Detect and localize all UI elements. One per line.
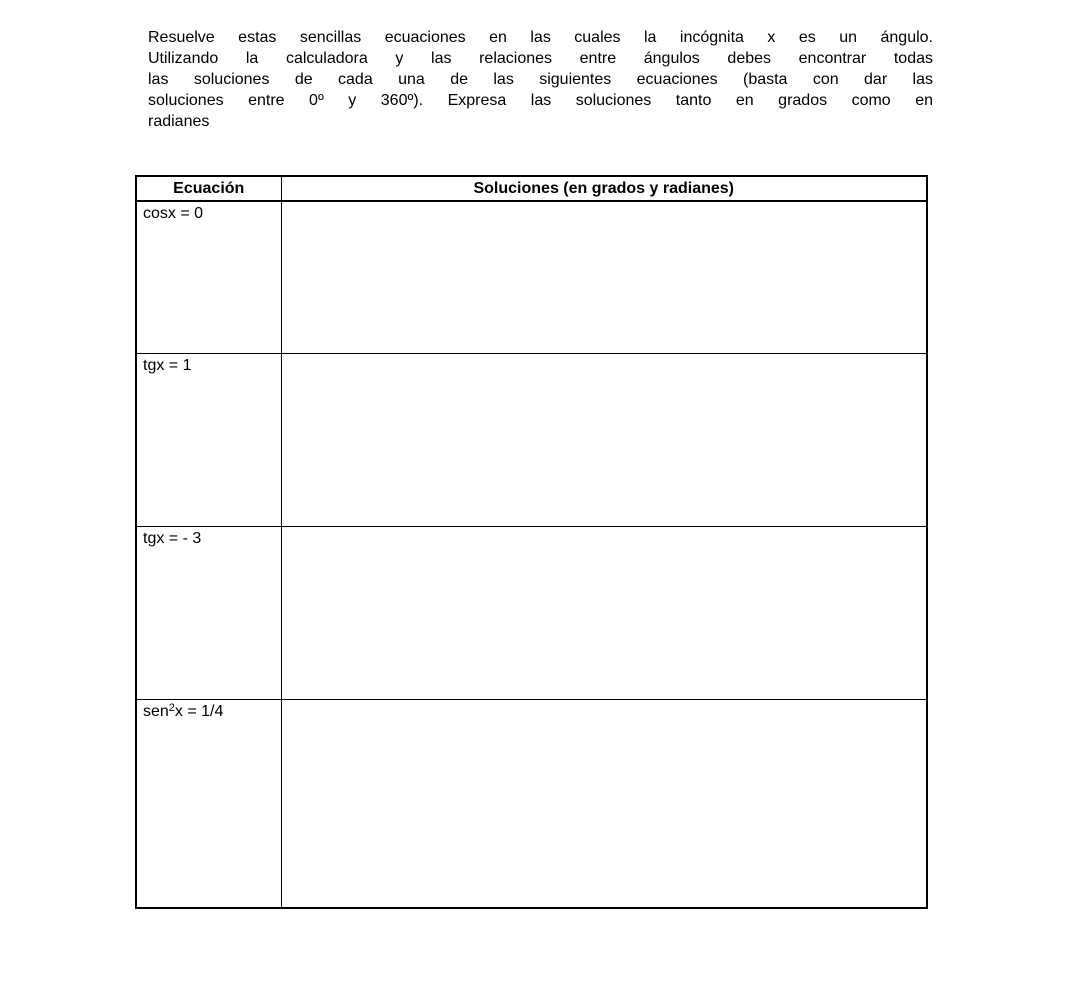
- table-header-row: [136, 176, 927, 201]
- column-header-equation: Ecuación: [136, 176, 281, 201]
- solution-cell: [281, 699, 927, 908]
- equation-base: sen: [143, 702, 169, 720]
- solution-cell: [281, 201, 927, 353]
- instructions-line: Resuelve estas sencillas ecuaciones en las cuales la incógnita x es un ángulo.: [148, 29, 933, 46]
- instructions-paragraph: [148, 27, 933, 132]
- solution-cell: [281, 353, 927, 526]
- equation-rest: x = 1/4: [174, 702, 224, 720]
- instructions-line: soluciones entre 0º y 360º). Expresa las soluciones tanto en grados como en: [148, 92, 933, 109]
- equations-table: [135, 175, 928, 909]
- table-row: [136, 699, 927, 908]
- column-header-solutions: Soluciones (en grados y radianes): [281, 176, 927, 201]
- equation-cell: tgx = 1: [136, 353, 281, 526]
- equation-exponent: 2: [168, 701, 175, 714]
- solution-cell: [281, 526, 927, 699]
- instructions-line: las soluciones de cada una de las siguientes ecuaciones (basta con dar las: [148, 71, 933, 88]
- equation-cell: [136, 699, 281, 908]
- table-row: [136, 526, 927, 699]
- instructions-line: radianes: [148, 113, 210, 130]
- table-row: [136, 353, 927, 526]
- instructions-line: Utilizando la calculadora y las relaciones entre ángulos debes encontrar todas: [148, 50, 933, 67]
- table-row: [136, 201, 927, 353]
- equation-cell: cosx = 0: [136, 201, 281, 353]
- equation-cell: tgx = - 3: [136, 526, 281, 699]
